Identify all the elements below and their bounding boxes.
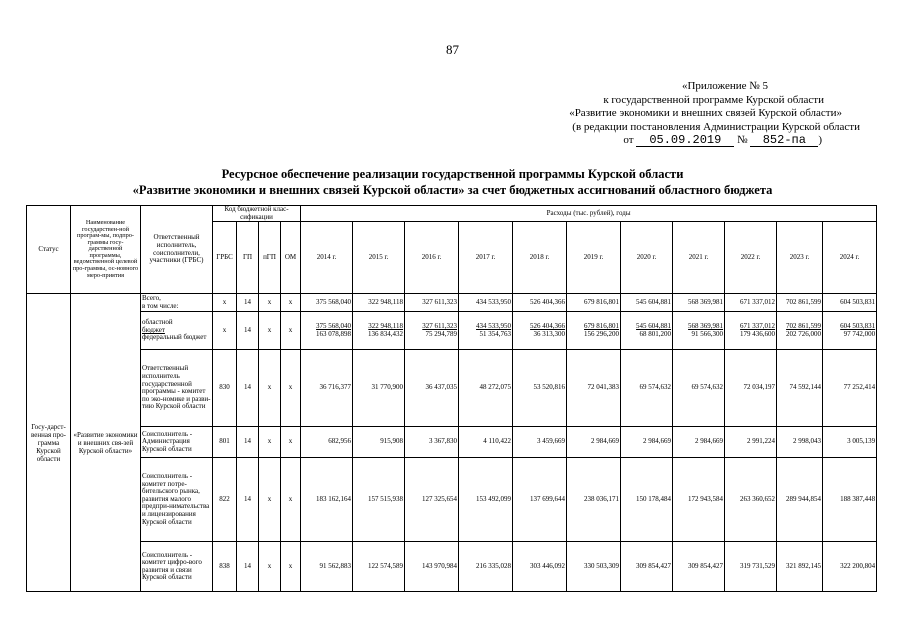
table-cell bbox=[567, 312, 621, 350]
table-cell: 3 459,669 bbox=[513, 427, 567, 458]
executor-cell: Соисполнитель - Администрация Курской области bbox=[141, 427, 213, 458]
federal-value: 51 354,763 bbox=[479, 329, 512, 338]
table-cell: 604 503,831 bbox=[823, 294, 877, 312]
table-cell: 31 770,900 bbox=[353, 350, 405, 427]
budget-split-label bbox=[141, 312, 213, 350]
table-cell: 289 944,854 bbox=[777, 458, 823, 542]
table-cell: x bbox=[259, 542, 281, 592]
table-cell: 14 bbox=[237, 294, 259, 312]
table-cell: 327 611,323 bbox=[405, 294, 459, 312]
regional-value: 679 816,801 bbox=[584, 322, 620, 331]
table-cell: 321 892,145 bbox=[777, 542, 823, 592]
federal-value: 163 078,898 bbox=[316, 329, 352, 338]
table-cell bbox=[301, 312, 353, 350]
header-executor: Ответственный исполнитель, соисполнители, участники (ГРБС) bbox=[141, 206, 213, 294]
table-cell: 36 716,377 bbox=[301, 350, 353, 427]
federal-budget-label: федеральный бюджет bbox=[142, 333, 207, 342]
table-cell: 172 943,584 bbox=[673, 458, 725, 542]
header-code-group: Код бюджетной клас-сификации bbox=[213, 206, 301, 222]
table-cell: 14 bbox=[237, 312, 259, 350]
table-cell: 143 970,984 bbox=[405, 542, 459, 592]
table-cell: 682,956 bbox=[301, 427, 353, 458]
table-cell bbox=[353, 312, 405, 350]
table-cell: 375 568,040 bbox=[301, 294, 353, 312]
federal-value: 179 436,600 bbox=[740, 329, 776, 338]
header-status: Статус bbox=[27, 206, 71, 294]
regional-value: 375 568,040 bbox=[316, 322, 352, 331]
table-cell: 3 005,139 bbox=[823, 427, 877, 458]
header-program-name: Наименование государствен-ной програм-мы, подпро-граммы госу-дарственной программы, ведомственной целевой про-граммы, ос-новного меро-приятия bbox=[71, 206, 141, 294]
table-cell: 69 574,632 bbox=[621, 350, 673, 427]
table-cell: 36 437,035 bbox=[405, 350, 459, 427]
table-cell: 14 bbox=[237, 458, 259, 542]
header-year-2023: 2023 г. bbox=[777, 222, 823, 294]
table-row-executor-822 bbox=[27, 458, 877, 542]
table-cell: x bbox=[259, 312, 281, 350]
table-cell: 150 178,484 bbox=[621, 458, 673, 542]
table-cell bbox=[405, 312, 459, 350]
executor-cell: Соисполнитель - комитет потре-бительского рынка, развития малого предпри-нимательства и лицензирования Курской области bbox=[141, 458, 213, 542]
table-cell: x bbox=[259, 294, 281, 312]
table-cell bbox=[725, 312, 777, 350]
header-code-pgp: пГП bbox=[259, 222, 281, 294]
table-cell: x bbox=[281, 294, 301, 312]
table-cell bbox=[513, 312, 567, 350]
regional-value: 545 604,881 bbox=[636, 322, 672, 331]
header-year-2014: 2014 г. bbox=[301, 222, 353, 294]
table-cell bbox=[823, 312, 877, 350]
table-cell: 183 162,164 bbox=[301, 458, 353, 542]
table-cell: x bbox=[281, 350, 301, 427]
edition-number: 852-па bbox=[750, 134, 818, 147]
status-cell: Госу-дарст-венная про-грамма Курской области bbox=[27, 294, 71, 592]
regional-value: 434 533,950 bbox=[476, 322, 512, 331]
header-year-2019: 2019 г. bbox=[567, 222, 621, 294]
table-cell: x bbox=[213, 294, 237, 312]
table-cell: 48 272,075 bbox=[459, 350, 513, 427]
appendix-line-3: «Развитие экономики и внешних связей Курской области» bbox=[569, 107, 842, 119]
table-row-executor-830 bbox=[27, 350, 877, 427]
title-line-1: Ресурсное обеспечение реализации государственной программы Курской области bbox=[221, 167, 684, 181]
header-year-2017: 2017 г. bbox=[459, 222, 513, 294]
table-row-executor-801 bbox=[27, 427, 877, 458]
header-year-2020: 2020 г. bbox=[621, 222, 673, 294]
table-cell: 322 200,804 bbox=[823, 542, 877, 592]
table-cell: 216 335,028 bbox=[459, 542, 513, 592]
federal-value: 202 726,000 bbox=[786, 329, 822, 338]
regional-value: 671 337,012 bbox=[740, 322, 776, 331]
table-cell: 153 492,099 bbox=[459, 458, 513, 542]
appendix-line-1: «Приложение № 5 bbox=[681, 80, 768, 92]
table-cell: 671 337,012 bbox=[725, 294, 777, 312]
table-cell: 526 404,366 bbox=[513, 294, 567, 312]
regional-value: 526 404,366 bbox=[530, 322, 566, 331]
header-year-2015: 2015 г. bbox=[353, 222, 405, 294]
table-cell: 72 041,383 bbox=[567, 350, 621, 427]
federal-value: 91 566,300 bbox=[691, 329, 724, 338]
table-cell: 322 948,118 bbox=[353, 294, 405, 312]
table-cell bbox=[777, 312, 823, 350]
table-cell: 3 367,830 bbox=[405, 427, 459, 458]
regional-value: 702 861,599 bbox=[786, 322, 822, 331]
header-year-2024: 2024 г. bbox=[823, 222, 877, 294]
table-row-budget-split bbox=[27, 312, 877, 350]
federal-value: 68 801,200 bbox=[639, 329, 672, 338]
table-cell: 14 bbox=[237, 427, 259, 458]
table-cell: 4 110,422 bbox=[459, 427, 513, 458]
number-prefix: № bbox=[737, 134, 748, 146]
table-cell: 2 984,669 bbox=[621, 427, 673, 458]
table-cell: 568 369,981 bbox=[673, 294, 725, 312]
federal-value: 97 742,000 bbox=[843, 329, 876, 338]
regional-budget-label: областной bbox=[142, 318, 173, 327]
table-cell: x bbox=[281, 312, 301, 350]
table-cell: 830 bbox=[213, 350, 237, 427]
table-row-total bbox=[27, 294, 877, 312]
header-code-gp: ГП bbox=[237, 222, 259, 294]
regional-value: 604 503,831 bbox=[840, 322, 876, 331]
table-cell: x bbox=[259, 350, 281, 427]
total-label: Всего, в том числе: bbox=[141, 294, 213, 312]
table-cell: 801 bbox=[213, 427, 237, 458]
table-cell: 2 998,043 bbox=[777, 427, 823, 458]
table-cell: 14 bbox=[237, 350, 259, 427]
edition-date: 05.09.2019 bbox=[636, 134, 734, 147]
table-cell: 238 036,171 bbox=[567, 458, 621, 542]
table-cell: 309 854,427 bbox=[621, 542, 673, 592]
regional-value: 322 948,118 bbox=[368, 322, 404, 331]
table-cell: x bbox=[281, 458, 301, 542]
table-cell bbox=[621, 312, 673, 350]
table-cell: 137 699,644 bbox=[513, 458, 567, 542]
table-cell: 2 991,224 bbox=[725, 427, 777, 458]
table-cell: 127 325,654 bbox=[405, 458, 459, 542]
table-row-executor-838 bbox=[27, 542, 877, 592]
header-year-2016: 2016 г. bbox=[405, 222, 459, 294]
table-cell: 69 574,632 bbox=[673, 350, 725, 427]
header-expenses-group: Расходы (тыс. рублей), годы bbox=[301, 206, 877, 222]
document-title bbox=[0, 166, 905, 198]
table-cell: 2 984,669 bbox=[673, 427, 725, 458]
federal-value: 36 313,300 bbox=[533, 329, 566, 338]
table-cell: x bbox=[281, 542, 301, 592]
regional-budget-label-2: бюджет bbox=[142, 325, 165, 334]
header-year-2021: 2021 г. bbox=[673, 222, 725, 294]
table-cell: 434 533,950 bbox=[459, 294, 513, 312]
header-year-2018: 2018 г. bbox=[513, 222, 567, 294]
header-year-2022: 2022 г. bbox=[725, 222, 777, 294]
table-cell: 915,908 bbox=[353, 427, 405, 458]
table-cell: 303 446,092 bbox=[513, 542, 567, 592]
table-cell: x bbox=[259, 458, 281, 542]
edition-line bbox=[440, 134, 860, 148]
table-cell: 822 bbox=[213, 458, 237, 542]
table-cell: 74 592,144 bbox=[777, 350, 823, 427]
federal-value: 156 296,200 bbox=[584, 329, 620, 338]
header-code-grbs: ГРБС bbox=[213, 222, 237, 294]
appendix-line-2: к государственной программе Курской области bbox=[603, 93, 824, 106]
table-cell: 838 bbox=[213, 542, 237, 592]
federal-value: 136 834,432 bbox=[368, 329, 404, 338]
table-cell: x bbox=[281, 427, 301, 458]
table-cell: 330 503,309 bbox=[567, 542, 621, 592]
table-cell: 309 854,427 bbox=[673, 542, 725, 592]
federal-value: 75 294,789 bbox=[425, 329, 458, 338]
table-cell: 679 816,801 bbox=[567, 294, 621, 312]
closing-paren: ) bbox=[818, 134, 822, 146]
table-cell: x bbox=[213, 312, 237, 350]
table-cell: 72 034,197 bbox=[725, 350, 777, 427]
table-cell: 263 360,652 bbox=[725, 458, 777, 542]
executor-cell: Соисполнитель - комитет цифро-вого развития и связи Курской области bbox=[141, 542, 213, 592]
table-cell: x bbox=[259, 427, 281, 458]
regional-value: 568 369,981 bbox=[688, 322, 724, 331]
table-cell: 319 731,529 bbox=[725, 542, 777, 592]
title-line-2: «Развитие экономики и внешних связей Курской области» за счет бюджетных ассигнований областного бюджета bbox=[132, 183, 773, 197]
header-row-1 bbox=[27, 206, 877, 222]
appendix-line-4: (в редакции постановления Администрации Курской области bbox=[572, 120, 860, 133]
table-cell: 14 bbox=[237, 542, 259, 592]
program-name-cell: «Развитие экономики и внешних свя-зей Курской области» bbox=[71, 294, 141, 592]
table-cell: 157 515,938 bbox=[353, 458, 405, 542]
executor-cell: Ответственный исполнитель государственной программы - комитет по эко-номике и разви-тию Курской области bbox=[141, 350, 213, 427]
table-cell: 91 562,883 bbox=[301, 542, 353, 592]
table-cell bbox=[673, 312, 725, 350]
table-cell: 122 574,589 bbox=[353, 542, 405, 592]
appendix-header bbox=[440, 80, 860, 148]
page-number: 87 bbox=[446, 42, 459, 57]
table-cell bbox=[459, 312, 513, 350]
resource-table bbox=[26, 205, 877, 592]
table-cell: 53 520,816 bbox=[513, 350, 567, 427]
header-code-om: ОМ bbox=[281, 222, 301, 294]
table-cell: 188 387,448 bbox=[823, 458, 877, 542]
table-cell: 702 861,599 bbox=[777, 294, 823, 312]
table-cell: 77 252,414 bbox=[823, 350, 877, 427]
table-cell: 2 984,669 bbox=[567, 427, 621, 458]
table-cell: 545 604,881 bbox=[621, 294, 673, 312]
regional-value: 327 611,323 bbox=[422, 322, 458, 331]
date-prefix: от bbox=[623, 134, 634, 146]
